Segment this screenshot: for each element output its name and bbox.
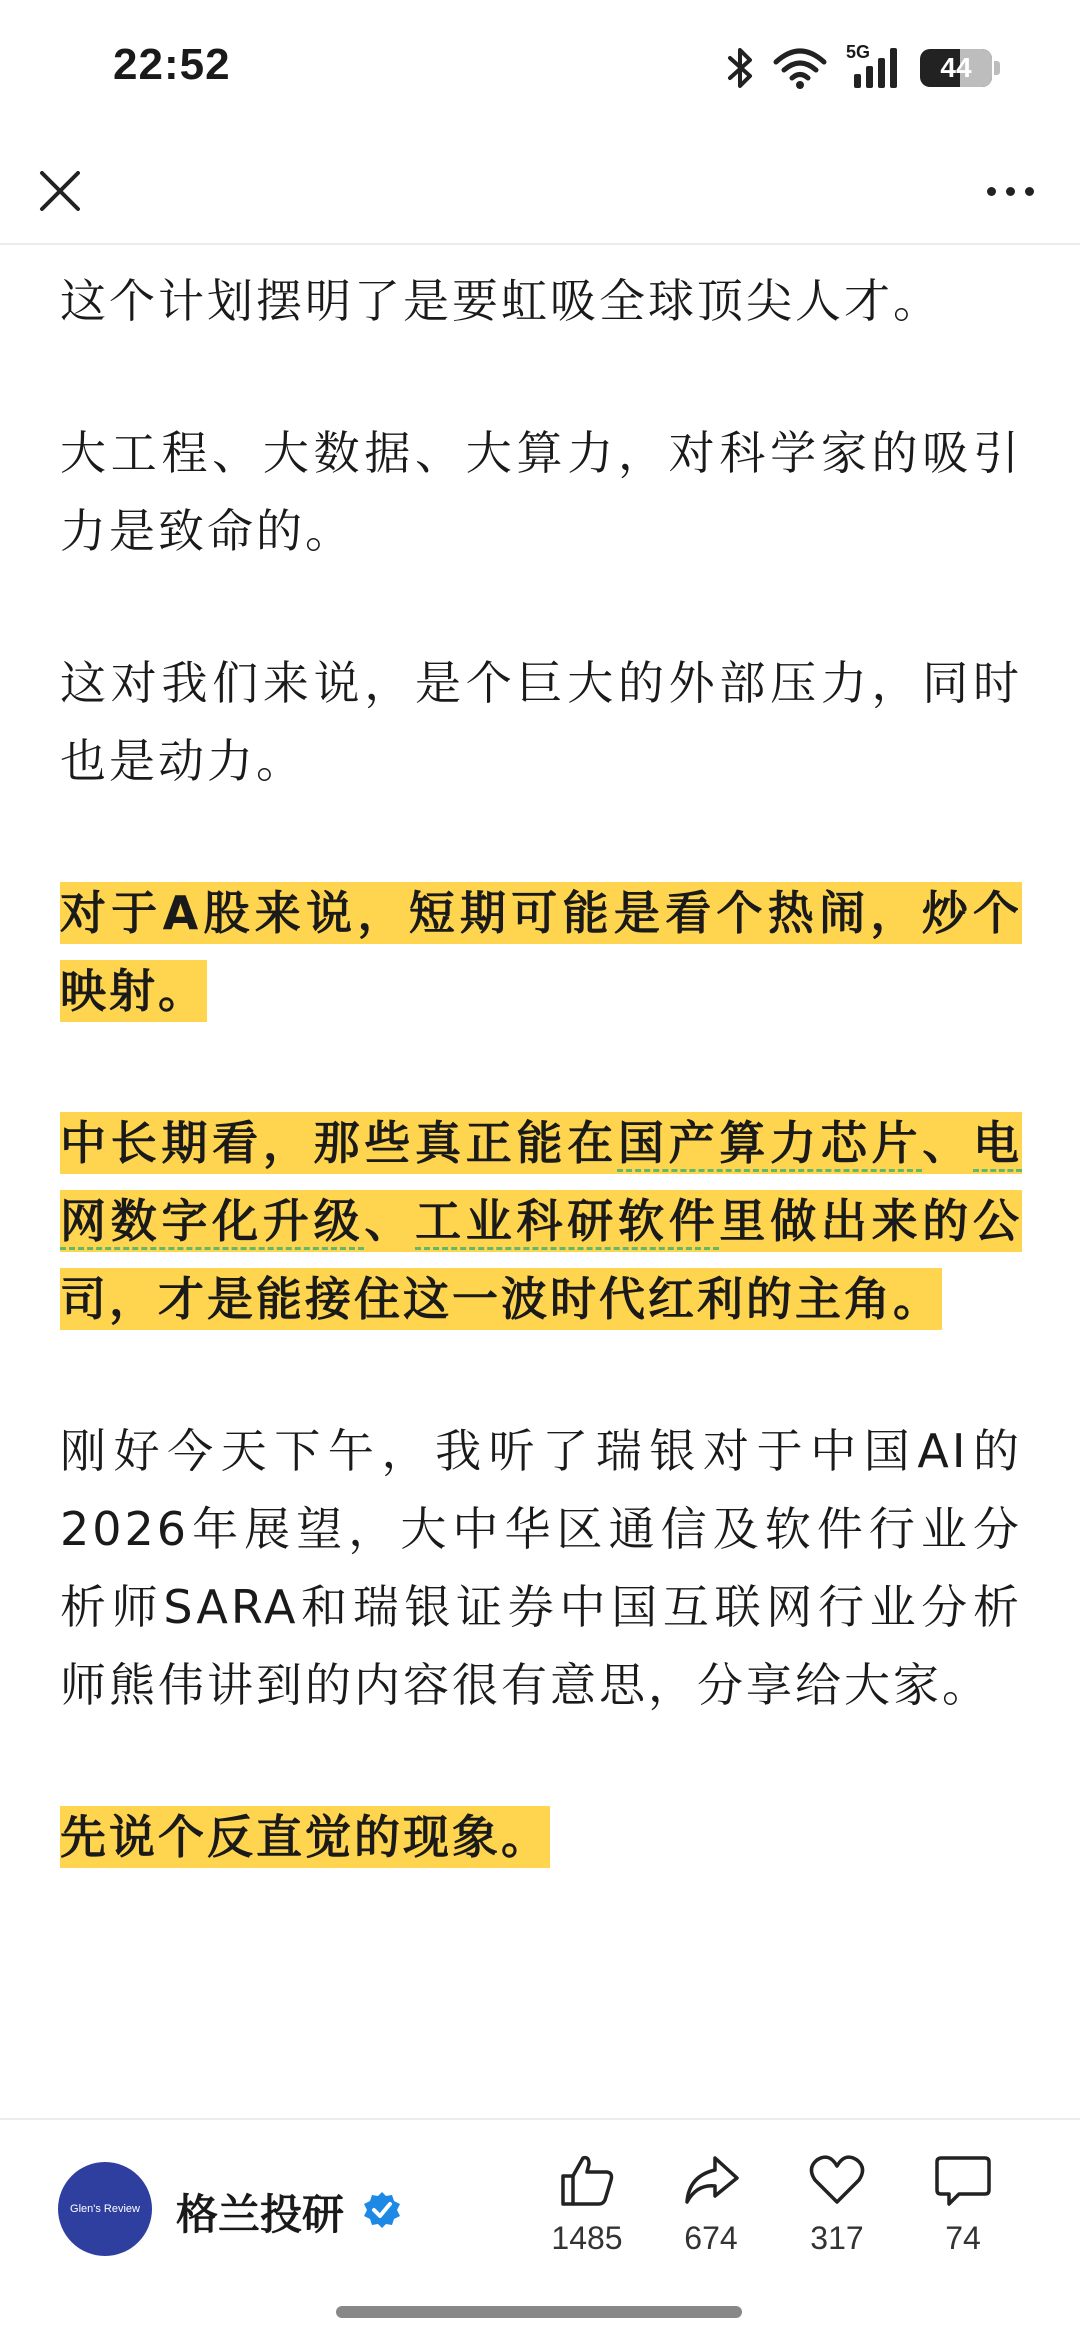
highlight-paragraph bbox=[60, 1104, 1022, 1338]
status-bar bbox=[0, 0, 1080, 135]
highlight-paragraph bbox=[60, 874, 1022, 1030]
favorite-count: 317 bbox=[810, 2220, 864, 2256]
highlight-text-part: 、 bbox=[364, 1194, 416, 1248]
author-avatar[interactable] bbox=[58, 2162, 152, 2256]
comment-count: 74 bbox=[945, 2220, 981, 2256]
top-nav-bar bbox=[0, 135, 1080, 245]
share-icon bbox=[681, 2150, 741, 2210]
more-icon-dot bbox=[1025, 187, 1034, 196]
cellular-signal-icon bbox=[846, 42, 902, 90]
comment-icon bbox=[933, 2150, 993, 2210]
heart-icon bbox=[807, 2150, 867, 2210]
bluetooth-icon bbox=[726, 46, 754, 90]
share-button[interactable] bbox=[656, 2150, 766, 2257]
like-count: 1485 bbox=[551, 2220, 623, 2256]
verified-badge-icon bbox=[362, 2190, 402, 2230]
keyword-link-software[interactable]: 工业科研软件 bbox=[415, 1194, 720, 1248]
highlight-text-part: 、 bbox=[922, 1116, 974, 1170]
network-type-label: 5G bbox=[846, 42, 871, 62]
comment-button[interactable] bbox=[908, 2150, 1018, 2257]
wifi-icon bbox=[772, 46, 828, 90]
battery-icon bbox=[920, 49, 1000, 87]
status-icons bbox=[726, 44, 1000, 92]
keyword-link-grid-digitalization[interactable]: 电网数字化升级 bbox=[60, 1116, 1023, 1248]
paragraph: 刚好今天下午，我听了瑞银对于中国AI的2026年展望，大中华区通信及软件行业分析师SARA和瑞银证券中国互联网行业分析师熊伟讲到的内容很有意思，分享给大家。 bbox=[60, 1424, 1022, 1712]
highlight-paragraph bbox=[60, 1798, 1022, 1876]
highlight-text: 对于A股来说，短期可能是看个热闹，炒个映射。 bbox=[60, 882, 1022, 1022]
close-button[interactable] bbox=[30, 161, 90, 221]
author-name[interactable]: 格兰投研 bbox=[176, 2190, 345, 2239]
highlight-text-part: 中长期看，那些真正能在 bbox=[60, 1116, 618, 1170]
status-time: 22:52 bbox=[113, 40, 231, 89]
keyword-link-chips[interactable]: 国产算力芯片 bbox=[617, 1116, 923, 1170]
highlight-text bbox=[60, 1112, 1022, 1330]
avatar-logo-text: Glen's Review bbox=[70, 2203, 140, 2215]
paragraph: 这对我们来说，是个巨大的外部压力，同时也是动力。 bbox=[60, 656, 1022, 788]
favorite-button[interactable] bbox=[782, 2150, 892, 2257]
share-count: 674 bbox=[684, 2220, 738, 2256]
like-button[interactable] bbox=[532, 2150, 642, 2257]
close-icon bbox=[38, 169, 82, 213]
more-icon-dot bbox=[1006, 187, 1015, 196]
paragraph: 这个计划摆明了是要虹吸全球顶尖人才。 bbox=[60, 274, 942, 328]
thumbs-up-icon bbox=[557, 2150, 617, 2210]
paragraph: 大工程、大数据、大算力，对科学家的吸引力是致命的。 bbox=[60, 426, 1022, 558]
highlight-text: 先说个反直觉的现象。 bbox=[60, 1806, 550, 1868]
more-icon-dot bbox=[987, 187, 996, 196]
article-body bbox=[60, 262, 1022, 1950]
home-indicator[interactable] bbox=[336, 2306, 742, 2318]
highlight-text-part: 里做出来的公司，才是能接住这一波时代红利的主角。 bbox=[60, 1194, 1023, 1326]
more-options-button[interactable] bbox=[970, 161, 1050, 221]
battery-level: 44 bbox=[940, 52, 972, 83]
